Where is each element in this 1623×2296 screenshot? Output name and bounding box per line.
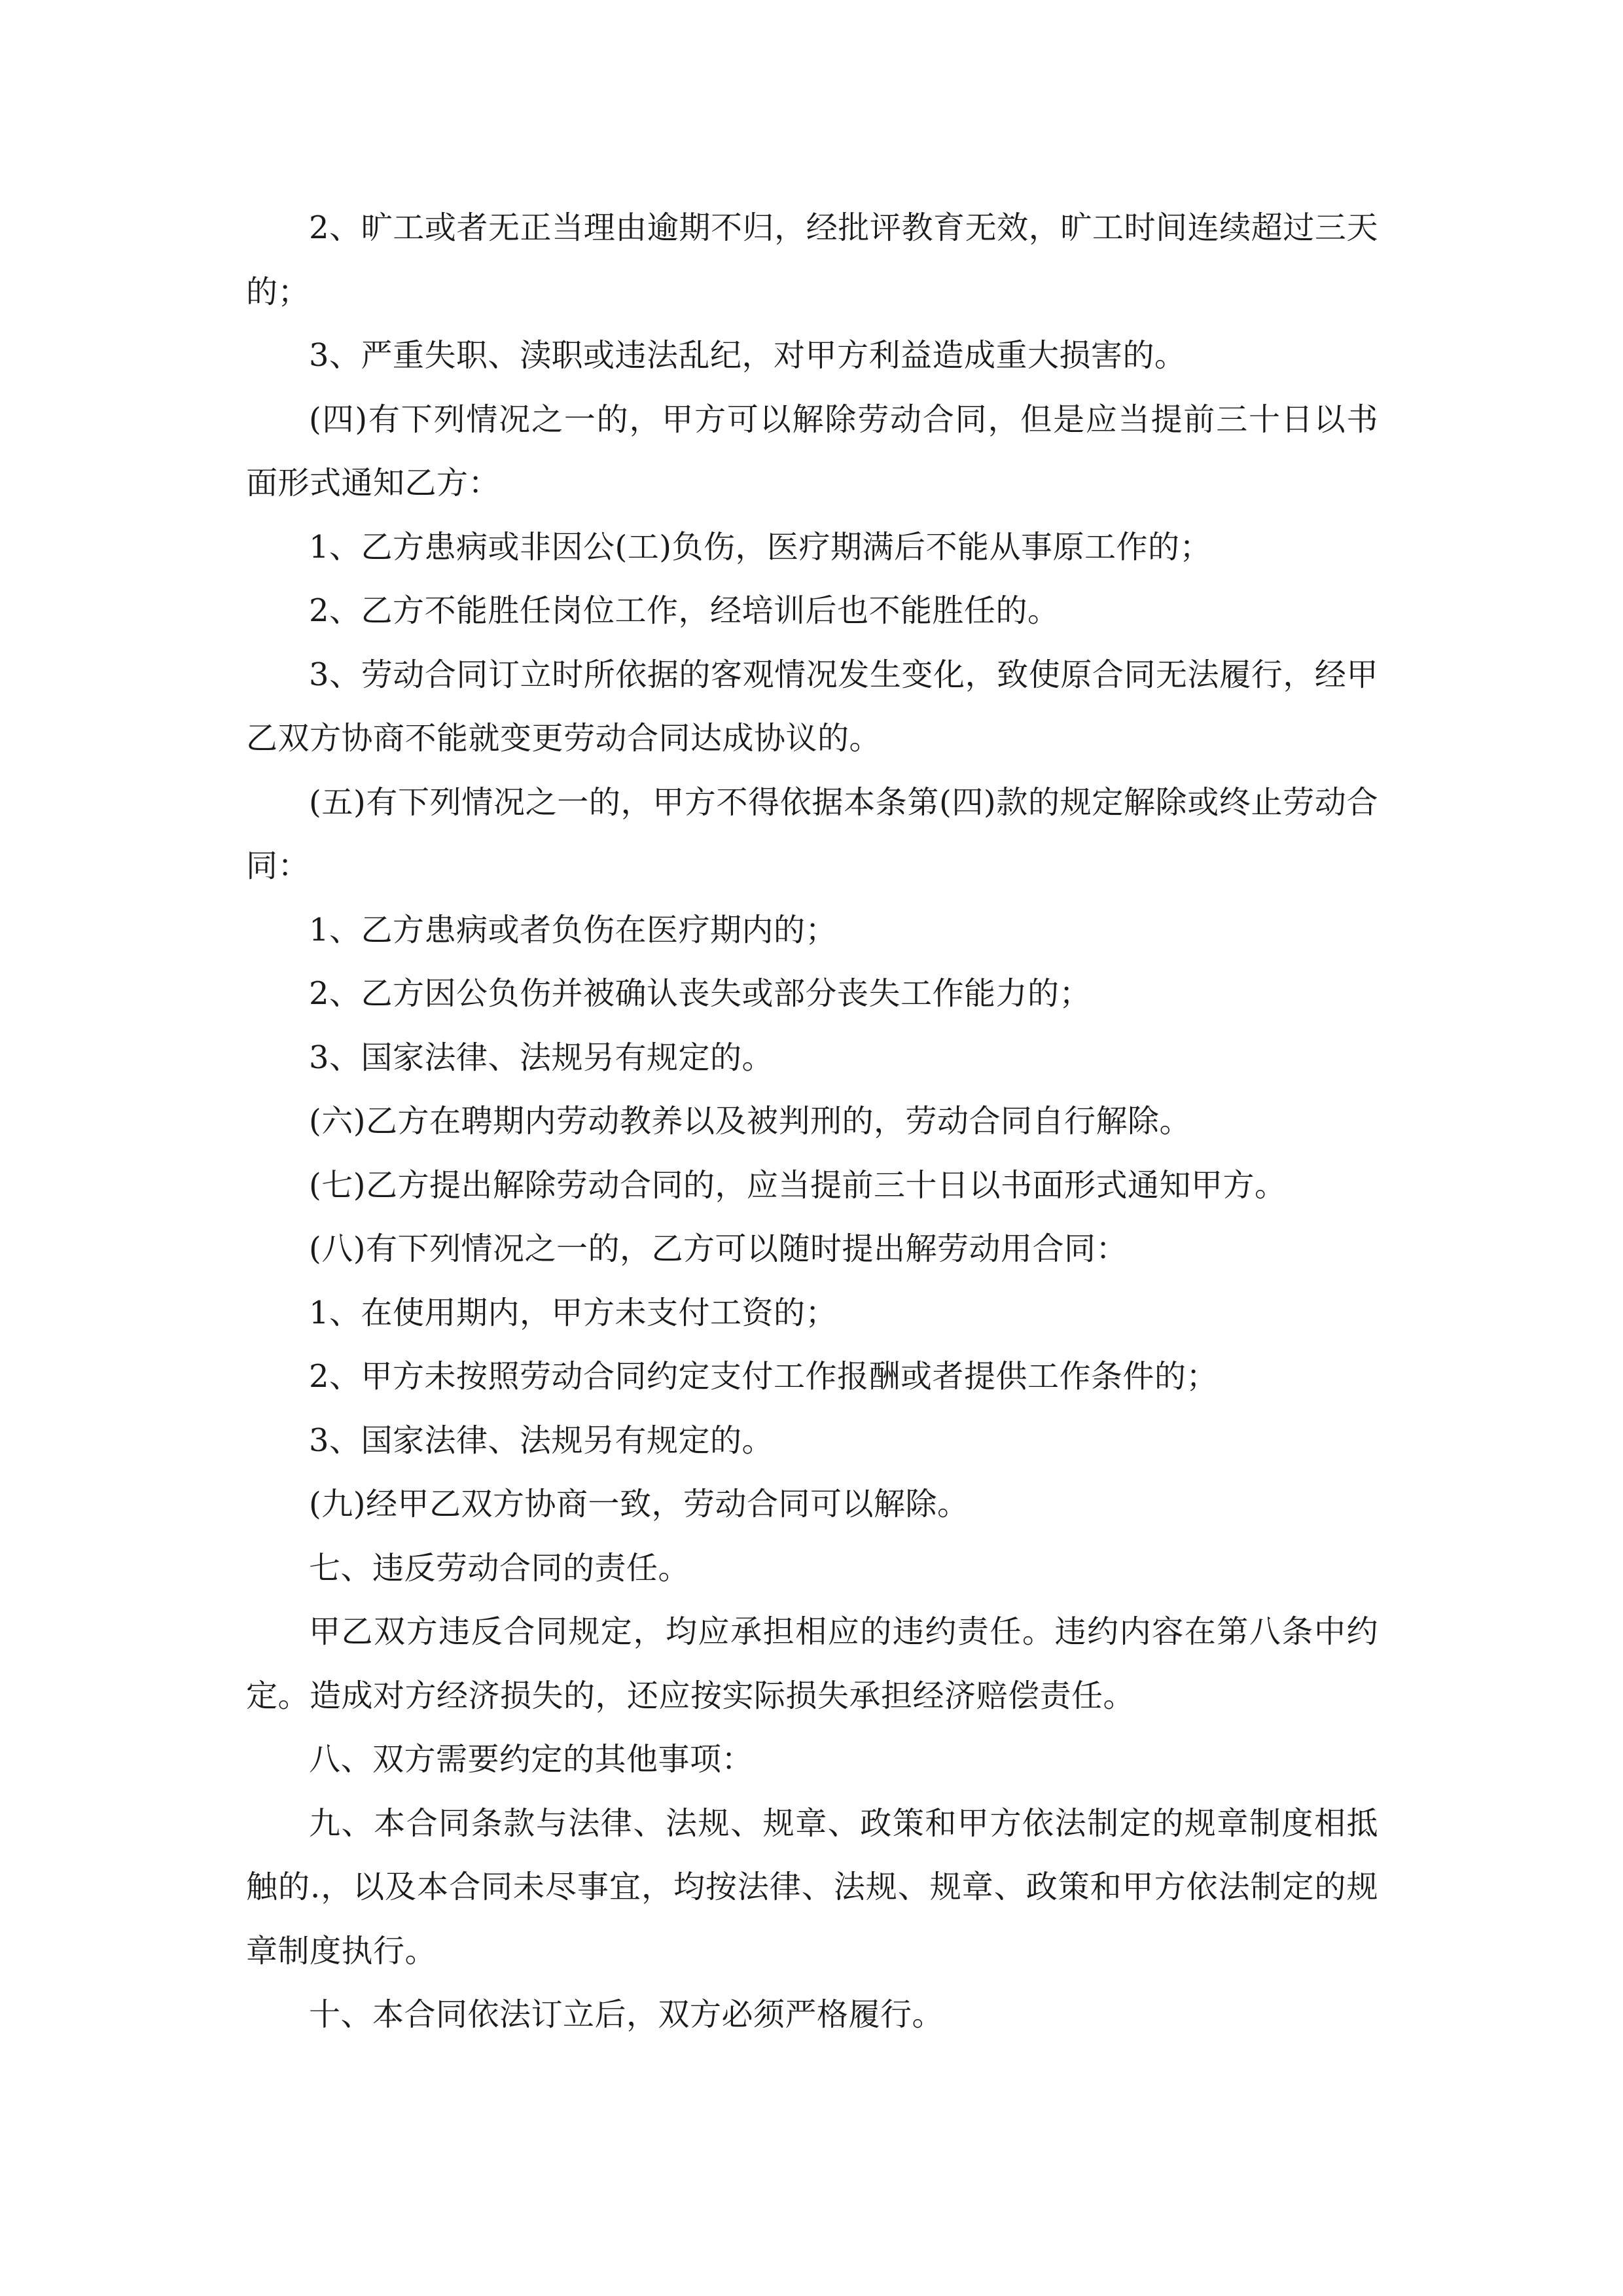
paragraph-section-4-item-3: 3、劳动合同订立时所依据的客观情况发生变化，致使原合同无法履行，经甲乙双方协商不能就变更劳动合同达成协议的。 [246, 656, 1378, 757]
paragraph-section-5-item-3: 3、国家法律、法规另有规定的。 [309, 1039, 774, 1076]
heading-article-8: 八、双方需要约定的其他事项： [309, 1741, 754, 1778]
paragraph-section-9: (九)经甲乙双方协商一致，劳动合同可以解除。 [309, 1486, 969, 1522]
paragraph-section-5: (五)有下列情况之一的，甲方不得依据本条第(四)款的规定解除或终止劳动合同： [246, 783, 1378, 884]
paragraph-article-10: 十、本合同依法订立后，双方必须严格履行。 [309, 1996, 944, 2033]
document-body [246, 196, 1378, 2047]
paragraph-section-4: (四)有下列情况之一的，甲方可以解除劳动合同，但是应当提前三十日以书面形式通知乙方： [246, 401, 1378, 501]
paragraph-section-6: (六)乙方在聘期内劳动教养以及被判刑的，劳动合同自行解除。 [309, 1103, 1191, 1139]
paragraph-article-7-body: 甲乙双方违反合同规定，均应承担相应的违约责任。违约内容在第八条中约定。造成对方经济损失的，还应按实际损失承担经济赔偿责任。 [246, 1613, 1378, 1714]
paragraph-section-4-item-2: 2、乙方不能胜任岗位工作，经培训后也不能胜任的。 [309, 592, 1060, 629]
paragraph-section-7: (七)乙方提出解除劳动合同的，应当提前三十日以书面形式通知甲方。 [309, 1166, 1287, 1204]
paragraph-section-8: (八)有下列情况之一的，乙方可以随时提出解劳动用合同： [309, 1230, 1128, 1267]
paragraph-article-9: 九、本合同条款与法律、法规、规章、政策和甲方依法制定的规章制度相抵触的.，以及本合同未尽事宜，均按法律、法规、规章、政策和甲方依法制定的规章制度执行。 [246, 1804, 1378, 1969]
paragraph-clause-3-negligence: 3、严重失职、渎职或违法乱纪，对甲方利益造成重大损害的。 [309, 337, 1186, 374]
paragraph-clause-2-absence: 2、旷工或者无正当理由逾期不归，经批评教育无效，旷工时间连续超过三天的； [246, 209, 1378, 310]
paragraph-section-8-item-2: 2、甲方未按照劳动合同约定支付工作报酬或者提供工作条件的； [309, 1358, 1219, 1395]
paragraph-section-5-item-1: 1、乙方患病或者负伤在医疗期内的； [309, 911, 838, 948]
paragraph-section-5-item-2: 2、乙方因公负伤并被确认丧失或部分丧失工作能力的； [309, 975, 1092, 1012]
paragraph-section-8-item-1: 1、在使用期内，甲方未支付工资的； [309, 1294, 838, 1331]
paragraph-section-8-item-3: 3、国家法律、法规另有规定的。 [309, 1422, 774, 1459]
heading-article-7: 七、违反劳动合同的责任。 [309, 1549, 690, 1587]
paragraph-section-4-item-1: 1、乙方患病或非因公(工)负伤，医疗期满后不能从事原工作的； [309, 528, 1211, 565]
